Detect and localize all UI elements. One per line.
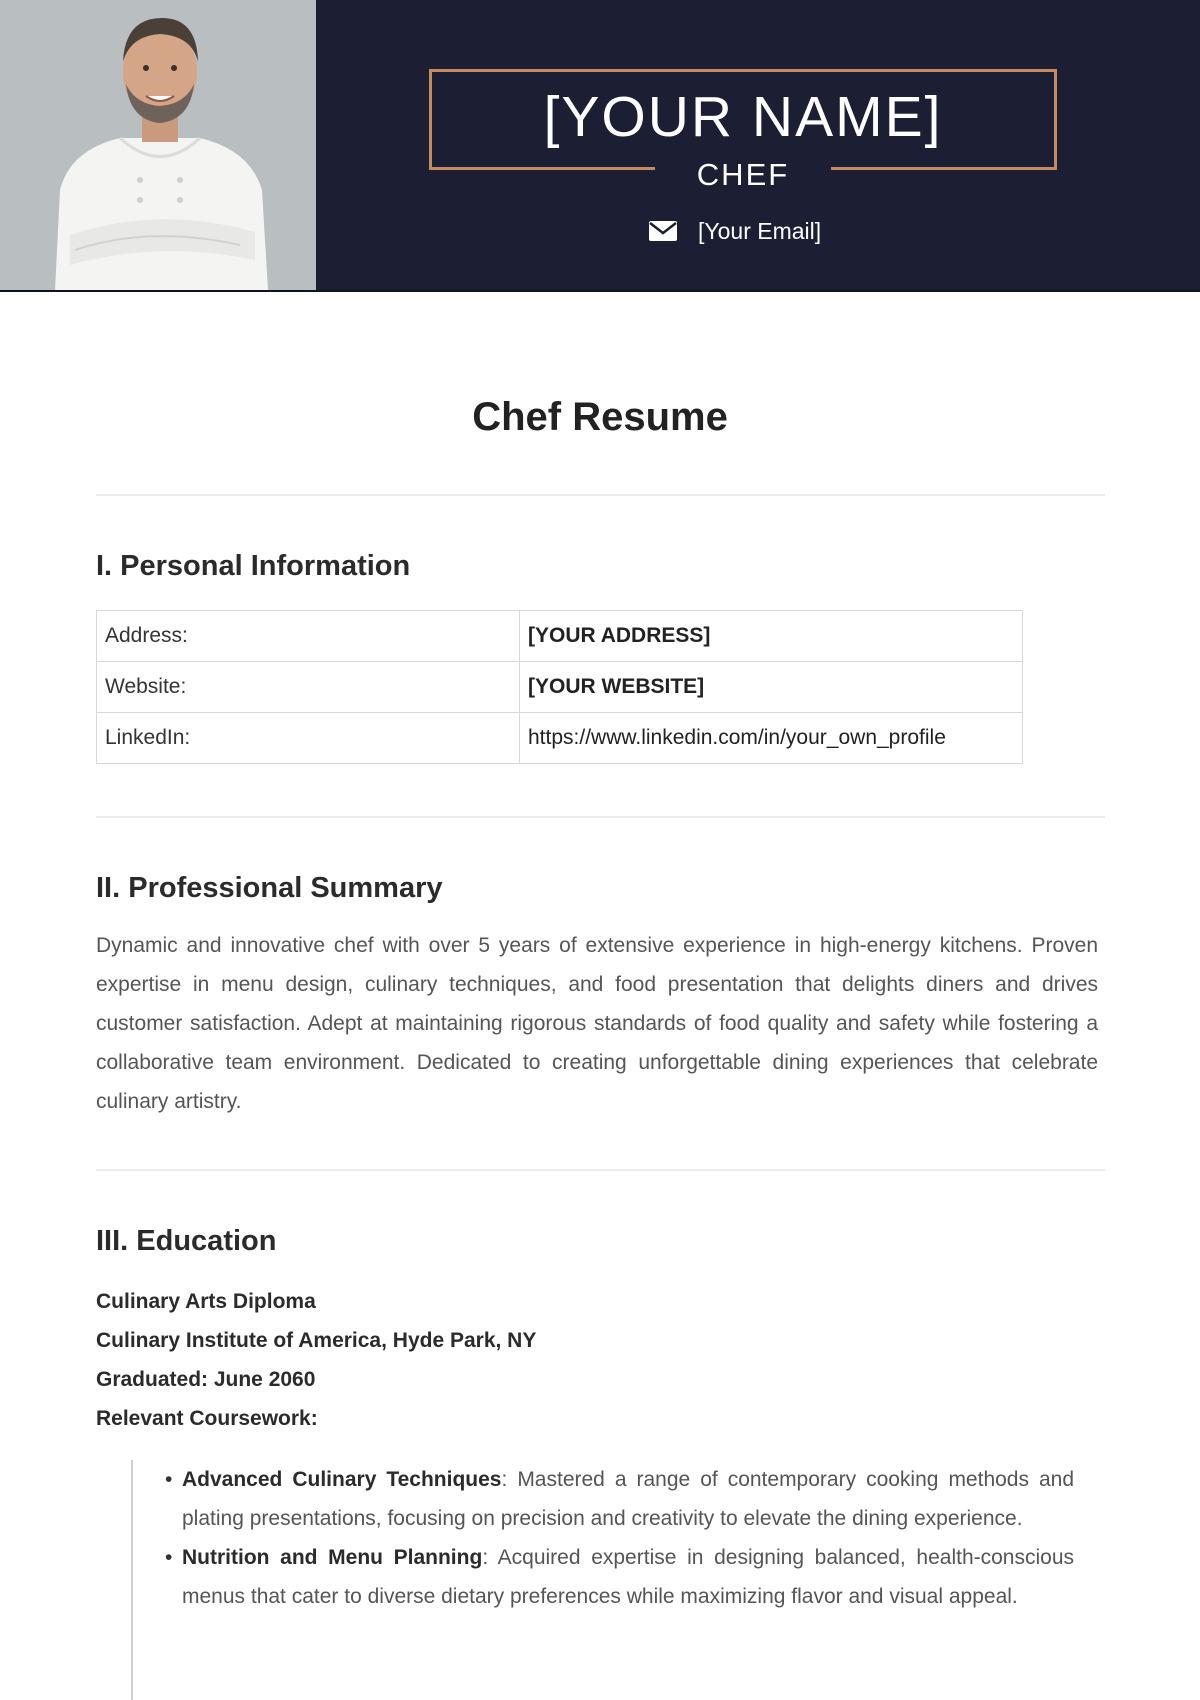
education-heading: III. Education <box>96 1225 277 1257</box>
address-value: [YOUR ADDRESS] <box>520 611 1023 662</box>
list-item <box>165 1538 1074 1616</box>
divider <box>96 494 1105 496</box>
coursework-label: Relevant Coursework: <box>96 1407 318 1430</box>
course-description: : Mastered a range of contemporary cooking methods and plating presentations, focusing on precision and creativity to elevate the dining experience. <box>182 1468 1075 1530</box>
resume-header <box>0 0 1200 292</box>
email-row <box>648 216 821 246</box>
summary-heading: II. Professional Summary <box>96 872 443 904</box>
email-text: [Your Email] <box>698 217 822 244</box>
list-item <box>165 1460 1074 1538</box>
website-label: Website: <box>97 662 520 713</box>
personal-info-heading: I. Personal Information <box>96 550 411 582</box>
linkedin-value: https://www.linkedin.com/in/your_own_profile <box>520 713 1023 764</box>
course-name: Nutrition and Menu Planning <box>182 1546 483 1569</box>
table-row <box>97 713 1023 764</box>
address-label: Address: <box>97 611 520 662</box>
envelope-icon <box>648 220 678 242</box>
chef-portrait-icon <box>0 0 316 290</box>
table-row <box>97 611 1023 662</box>
course-name: Advanced Culinary Techniques <box>182 1468 502 1491</box>
personal-info-table <box>96 610 1023 764</box>
coursework-list <box>165 1460 1074 1616</box>
divider <box>96 1169 1105 1171</box>
summary-text: Dynamic and innovative chef with over 5 years of extensive experience in high-energy kitchens. Proven expertise in menu design, culinary techniques, and food presentation that delights diners and drives customer satisfaction. Adept at maintaining rigorous standards of food quality and safety while fostering a collaborative team environment. Dedicated to creating unforgettable dining experiences that celebrate culinary artistry. <box>96 934 1098 1113</box>
graduation-date: Graduated: June 2060 <box>96 1368 316 1391</box>
divider <box>96 816 1105 818</box>
profile-photo <box>0 0 316 290</box>
candidate-name: [YOUR NAME] <box>543 85 943 149</box>
candidate-role: CHEF <box>655 157 831 193</box>
table-row <box>97 662 1023 713</box>
degree: Culinary Arts Diploma <box>96 1290 316 1313</box>
school: Culinary Institute of America, Hyde Park, NY <box>96 1329 537 1352</box>
website-value: [YOUR WEBSITE] <box>520 662 1023 713</box>
course-description: : Acquired expertise in designing balanced, health-conscious menus that cater to diverse dietary preferences while maximizing flavor and visual appeal. <box>182 1546 1074 1608</box>
linkedin-label: LinkedIn: <box>97 713 520 764</box>
education-details <box>96 1282 536 1438</box>
coursework-bar <box>131 1460 133 1700</box>
document-title: Chef Resume <box>472 395 728 439</box>
